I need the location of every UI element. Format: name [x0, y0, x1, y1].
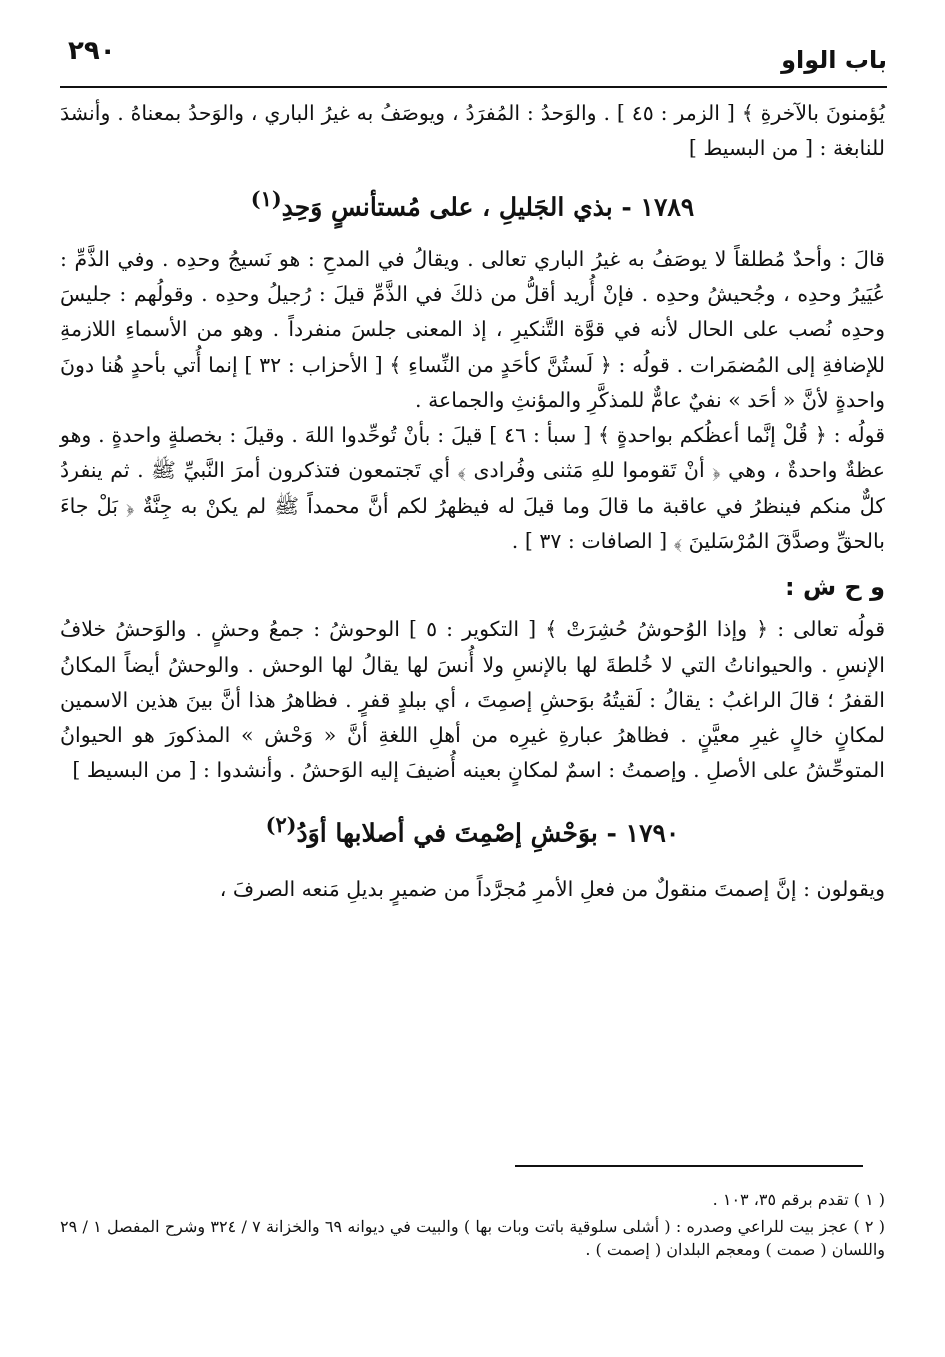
footnote-divider — [515, 1165, 863, 1167]
page-header — [60, 30, 887, 88]
intro-paragraph: يُؤمنونَ بالآخرةِ ﴾ [ الزمر : ٤٥ ] . والوَحدُ : المُفرَدُ ، ويوصَفُ به غيرُ الباري ، والوَحدُ بمعناهُ . وأنشدَ للنابغة : [ من البسيط ] — [60, 101, 885, 161]
root-heading: و ح ش : — [785, 573, 885, 602]
verse-1789 — [60, 181, 885, 228]
footnote-2: ( ٢ ) عجز بيت للراعي وصدره : ( أشلى سلوقية باتت وبات بها ) والبيت في ديوانه ٦٩ والخزانة ٧ / ٣٢٤ وشرح المفصل ١ / ٢٩ واللسان ( صمت ) ومعجم البلدان ( إصمت ) . — [60, 1217, 886, 1260]
verse-text: ١٧٩٠ - بوَحْشِ إصْمِتَ في أصلابها أوَدُ — [296, 817, 680, 847]
verse-text: ١٧٨٩ - بذي الجَليلِ ، على مُستأنسٍ وَحِدِ — [281, 191, 695, 221]
paragraph-wahida: قولُه : ﴿ قُلْ إنَّما أعظُكم بواحدةٍ ﴾ [ سبأ : ٤٦ ] قيلَ : بأنْ تُوحِّدوا اللهَ . وقيلَ : بخصلةٍ واحدةٍ . وهو عظةٌ واحدةٌ ، وهي ﴿ أنْ تَقوموا للهِ مَثنى وفُرادى ﴾ أي تَجتمعون فتذكرون أمرَ النَّبيِّ ﷺ . ثم ينفردُ كلٌّ منكم فينظرُ في عاقبة ما قالَ وما قيلَ له فيظهرُ لكم أنَّ محمداً ﷺ لم يكنْ به جِنَّةٌ ﴿ بَلْ جاءَ بالحقِّ وصدَّقَ المُرْسَلينَ ﴾ [ الصافات : ٣٧ ] . — [60, 423, 886, 553]
footnotes — [60, 1188, 885, 1266]
footnote-ref-2: (٢) — [265, 811, 297, 837]
page-number: ٢٩٠ — [68, 36, 116, 66]
footnote-ref-1: (١) — [250, 185, 282, 211]
footnote-1: ( ١ ) تقدم برقم ٣٥، ١٠٣ . — [712, 1190, 885, 1209]
paragraph-wahid: قالَ : وأحدٌ مُطلقاً لا يوصَفُ به غيرُ الباري تعالى . ويقالُ في المدحِ : هو نَسيجُ وحدِه . وفي الذَّمِّ : عُيَيرُ وحدِه ، وجُحيشُ وحدِه . فإنْ أُريد أقلُّ من ذلكَ في الذَّمِّ قيلَ : رُجيلُ وحدِه . وقولُهم : جليسَ وحدِه نُصب على الحال لأنه في قوَّة التَّنكيرِ ، إذ المعنى جلسَ منفرداً . وهو من الأسماءِ اللازمةِ للإضافةِ إلى المُضمَرات . قولُه : ﴿ لَستُنَّ كأحَدٍ من النِّساءِ ﴾ [ الأحزاب : ٣٢ ] إنما أُتي بأحدٍ هُنا دونَ واحدةٍ لأنَّ « أحَد » نفيٌ عامٌّ للمذكَّرِ والمؤنثِ والجماعة . — [60, 246, 885, 412]
verse-1790 — [60, 807, 885, 854]
paragraph-wahsh: قولُه تعالى : ﴿ وإذا الوُحوشُ حُشِرَتْ ﴾ [ التكوير : ٥ ] الوحوشُ : جمعُ وحشٍ . والوَحشُ خلافُ الإنسِ . والحيواناتُ التي لا خُلطةَ لها بالإنسِ ولا أُنسَ لها يقالُ لها الوحش . والوحشُ أيضاً المكانُ القفرُ ؛ قالَ الراغبُ : يقالُ : لَقيتُهُ بوَحشِ إصمِتَ ، أي ببلدٍ قفرٍ . فظاهرُ هذا أنَّ بينَ هذين الاسمين لمكانٍ خالٍ غيرِ معيَّنٍ . فظاهرُ عبارةِ غيرِه من أهلِ اللغةِ أنَّ « وَحْش » المذكورَ هو الحيوانُ المتوحِّشُ على الأصلِ . وإصمتُ : اسمٌ لمكانٍ بعينه أُضيفَ إليه الوَحشُ . وأنشدوا : [ من البسيط ] — [60, 617, 885, 783]
chapter-title: باب الواو — [781, 46, 887, 74]
paragraph-ismit: ويقولون : إنَّ إصمتَ منقولٌ من فعلِ الأمرِ مُجرَّداً من ضميرٍ بديلِ مَنعه الصرفَ ، — [219, 876, 885, 901]
main-text — [60, 96, 885, 907]
